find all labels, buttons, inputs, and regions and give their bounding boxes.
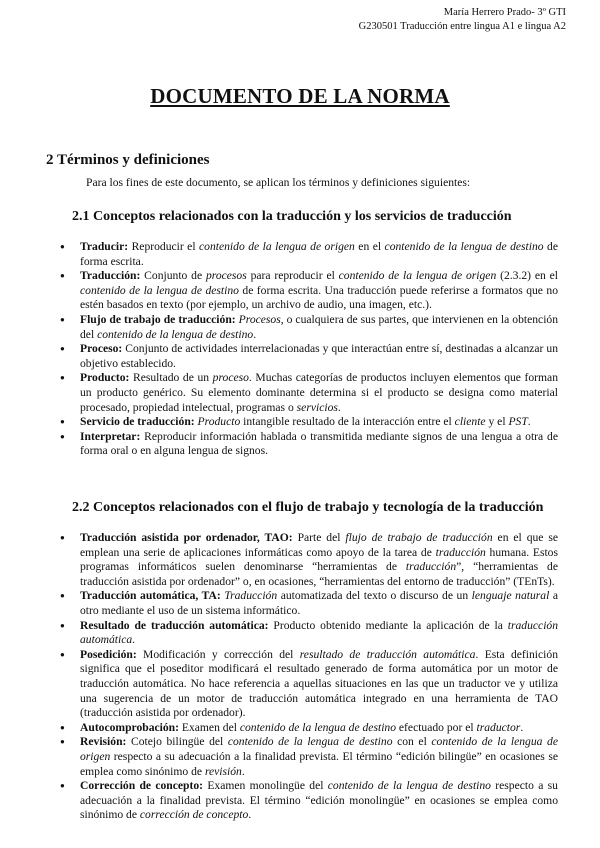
definition-text: Conjunto de xyxy=(140,269,206,283)
definition-italic-text: servicios xyxy=(296,400,338,414)
definition-italic-text: contenido de la lengua de destino xyxy=(97,327,254,341)
definition-item xyxy=(58,721,558,736)
definition-italic-text: Traducción xyxy=(224,589,278,603)
definition-term: Corrección de concepto: xyxy=(80,779,204,793)
definition-italic-text: traducción xyxy=(435,545,486,559)
definition-term: Servicio de traducción: xyxy=(80,415,195,429)
definition-italic-text: traducción automática xyxy=(80,618,559,647)
definition-text: Conjunto de actividades interrelacionadas y que interactúan entre sí, destinadas a alcanzar un objetivo establecido. xyxy=(80,342,558,370)
definition-term: Resultado de traducción automática: xyxy=(80,618,269,632)
page-header xyxy=(359,6,566,34)
definition-item xyxy=(58,779,558,823)
definition-text: . xyxy=(527,415,531,429)
definition-italic-text: flujo de trabajo de traducción xyxy=(345,531,493,544)
definition-term: Proceso: xyxy=(80,342,123,356)
definition-term: Traducción: xyxy=(80,269,141,283)
definition-item xyxy=(58,430,558,459)
definition-italic-text: contenido de la lengua de destino xyxy=(227,735,393,749)
definition-italic-text: contenido de la lengua de destino xyxy=(384,240,544,253)
definition-text: . xyxy=(248,808,252,822)
definition-italic-text: contenido de la lengua de origen xyxy=(80,735,558,763)
definition-italic-text: contenido de la lengua de origen xyxy=(338,269,497,283)
definition-item xyxy=(58,648,558,721)
definition-italic-text: corrección de concepto xyxy=(139,808,249,822)
definition-item xyxy=(58,531,558,589)
term-list-1 xyxy=(58,240,558,459)
definition-text: en el xyxy=(354,240,385,253)
definition-text: Parte del xyxy=(292,531,346,544)
definition-text: , o cualquiera de sus partes, que intervienen en la obtención del xyxy=(80,312,559,341)
definition-term: Traducción automática, TA: xyxy=(80,589,221,603)
definition-text: para reproducir el xyxy=(246,269,339,283)
definition-italic-text: Producto xyxy=(197,415,241,429)
definition-term: Revisión: xyxy=(80,735,127,749)
definition-italic-text: lenguaje natural xyxy=(471,589,550,603)
definition-item xyxy=(58,735,558,779)
definition-text: . xyxy=(253,327,257,341)
definition-item xyxy=(58,415,558,430)
definition-item xyxy=(58,240,558,269)
definition-text: ”, “herramientas de traducción asistida por ordenador” o, en ocasiones, “herramientas del entorno de traducción” (TEnTs). xyxy=(80,560,558,588)
definition-text: automatizada del texto o discurso de un xyxy=(277,589,472,603)
subsection-1-heading: 2.1 Conceptos relacionados con la traducción y los servicios de traducción xyxy=(72,209,512,224)
definition-text: con el xyxy=(392,735,432,749)
definition-text: Reproducir el xyxy=(128,240,200,253)
definition-text: a otro mediante el uso de un sistema informático. xyxy=(80,589,558,617)
definition-term: Producto: xyxy=(80,371,130,385)
definition-italic-text: contenido de la lengua de destino xyxy=(239,720,397,734)
definition-italic-text: Procesos xyxy=(238,312,281,326)
definition-italic-text: PST xyxy=(508,415,528,429)
definition-text: (2.3.2) en el xyxy=(496,269,558,283)
definition-text: y el xyxy=(485,415,509,429)
definition-italic-text: contenido de la lengua de origen xyxy=(199,240,355,253)
definition-text: Producto obtenido mediante la aplicación de la xyxy=(268,618,508,632)
definition-italic-text: contenido de la lengua de destino xyxy=(80,283,239,297)
definition-item xyxy=(58,371,558,415)
definition-term: Autocomprobación: xyxy=(80,720,179,734)
definition-item xyxy=(58,619,558,648)
section-heading: 2 Términos y definiciones xyxy=(46,152,210,168)
definition-item xyxy=(58,342,558,371)
author-line: María Herrero Prado- 3º GTI xyxy=(443,7,566,18)
definition-term: Posedición: xyxy=(80,647,137,661)
definition-italic-text: resultado de traducción automática xyxy=(299,647,476,661)
definition-text: Examen del xyxy=(178,720,240,734)
course-line: G230501 Traducción entre lingua A1 e lingua A2 xyxy=(358,21,566,32)
definition-item xyxy=(58,313,558,342)
definition-italic-text: contenido de la lengua de destino xyxy=(327,779,491,793)
definition-text: en el que se emplean una serie de aplicaciones informáticas como apoyo de la tarea de xyxy=(80,531,559,559)
definition-italic-text: proceso xyxy=(212,371,249,385)
definition-text: respecto a su adecuación a la finalidad prevista. El término “edición monolingüe” en ocasiones se emplea como sinónimo de xyxy=(80,779,558,822)
definition-text: Cotejo bilingüe del xyxy=(126,735,228,749)
term-list-2 xyxy=(58,531,558,823)
definition-text: Examen monolingüe del xyxy=(203,779,328,793)
definition-text: Reproducir información hablada o transmitida mediante signos de una lengua a otra de forma oral o en alguna lengua de signos. xyxy=(80,429,558,458)
definition-text: Modificación y corrección del xyxy=(136,647,300,661)
definition-text: . xyxy=(520,720,524,734)
definition-text: Resultado de un xyxy=(129,371,213,385)
document-title: DOCUMENTO DE LA NORMA xyxy=(150,84,450,108)
definition-term: Traducción asistida por ordenador, TAO: xyxy=(80,531,293,544)
definition-italic-text: traductor xyxy=(476,720,521,734)
definition-text: de forma escrita. xyxy=(80,240,558,268)
definition-text: . xyxy=(132,633,136,647)
section-intro: Para los fines de este documento, se aplican los términos y definiciones siguientes: xyxy=(86,176,471,189)
definition-item xyxy=(58,269,558,313)
definition-text: . xyxy=(337,400,341,414)
definition-text: . xyxy=(241,764,245,778)
definition-italic-text: revisión xyxy=(204,764,242,778)
definition-item xyxy=(58,589,558,618)
definition-text: respecto a su adecuación a la finalidad prevista. El término “edición bilingüe” en ocasiones se emplea como sinónimo de xyxy=(80,749,558,778)
definition-text: . Esta definición significa que el poseditor modificará el resultado generado de forma automática por un motor de traducción automática. No hace referencia a aquellas situaciones en las que un traductor ve y utiliza una sugerencia de un motor de traducción automática integrado en una herramienta de TAO (traducción asistida por ordenador). xyxy=(80,647,558,720)
definition-text: humana. Estos programas informáticos suelen denominarse “herramientas de xyxy=(80,545,558,574)
definition-text: efectuado por el xyxy=(396,720,477,734)
definition-text: de forma escrita. Una traducción puede referirse a formatos que no estén basados en texto (por ejemplo, un archivo de audio, una imagen, etc.). xyxy=(80,283,558,312)
definition-text: . Muchas categorías de productos incluyen elementos que forman un producto genérico. Su elemento dominante determina si el producto se designa como material procesado, propiedad intelectual, programas o xyxy=(80,371,558,414)
definition-text: intangible resultado de la interacción entre el xyxy=(240,415,455,429)
definition-italic-text: traducción xyxy=(405,560,457,574)
definition-italic-text: procesos xyxy=(205,269,247,283)
definition-term: Interpretar: xyxy=(80,429,141,443)
subsection-2-heading: 2.2 Conceptos relacionados con el flujo de trabajo y tecnología de la traducción xyxy=(72,500,544,515)
definition-italic-text: cliente xyxy=(454,415,486,429)
definition-term: Traducir: xyxy=(80,240,129,253)
definition-term: Flujo de trabajo de traducción: xyxy=(80,312,236,326)
